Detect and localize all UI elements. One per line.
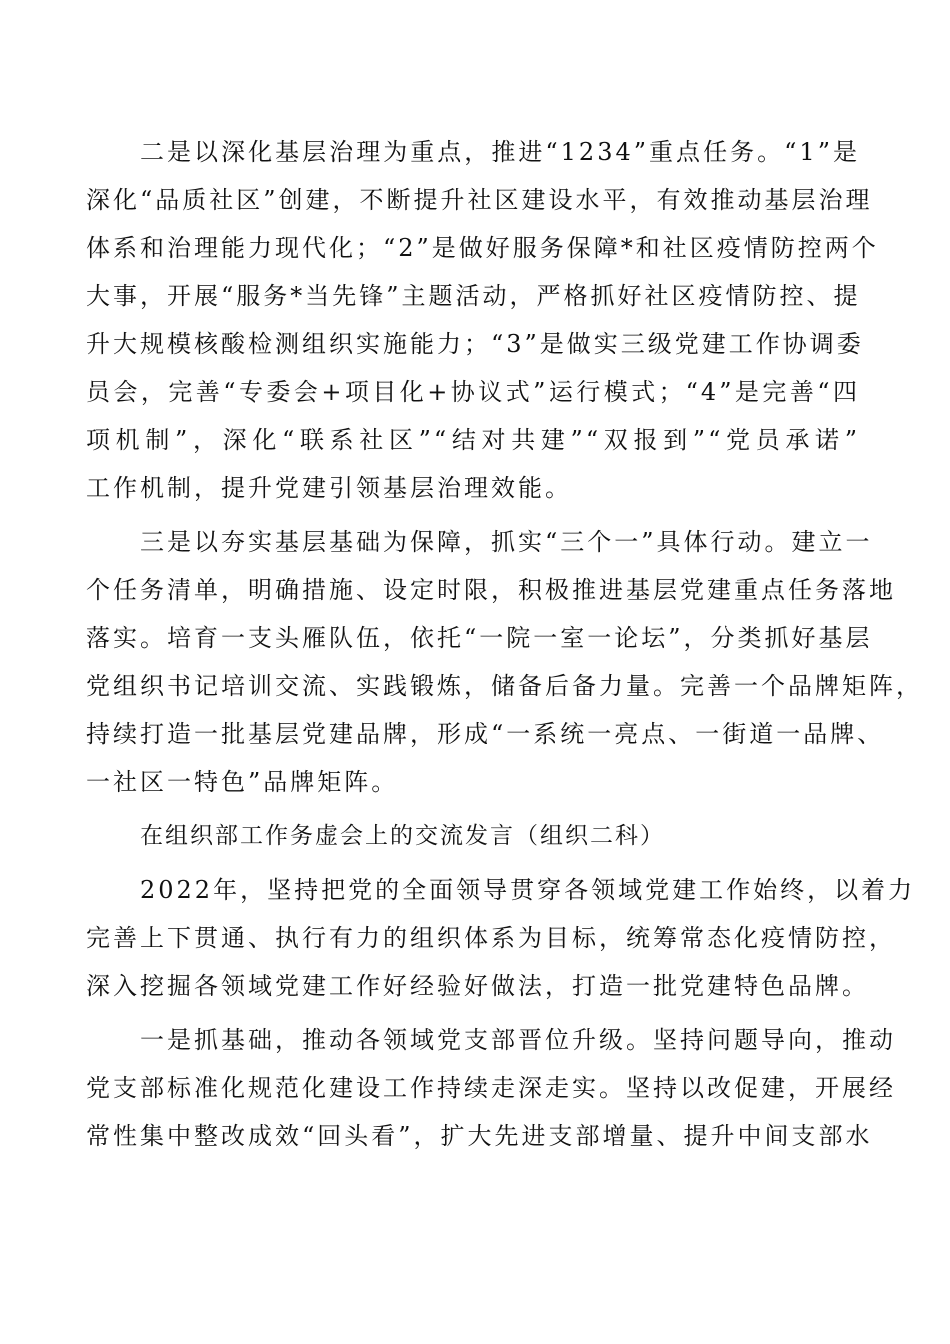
- paragraph-2022-overview-line-2: 完善上下贯通、执行有力的组织体系为目标，统筹常态化疫情防控，: [86, 924, 896, 952]
- paragraph-second-point-line-5: 升大规模核酸检测组织实施能力；“3”是做实三级党建工作协调委: [86, 330, 864, 358]
- section-title: 在组织部工作务虚会上的交流发言（组织二科）: [140, 823, 665, 849]
- paragraph-2022-overview-line-3: 深入挖掘各领域党建工作好经验好做法，打造一批党建特色品牌。: [86, 972, 869, 1000]
- paragraph-first-point-line-3: 常性集中整改成效“回头看”，扩大先进支部增量、提升中间支部水: [86, 1122, 873, 1150]
- paragraph-second-point-line-8: 工作机制，提升党建引领基层治理效能。: [86, 474, 572, 502]
- paragraph-second-point-line-4: 大事，开展“服务*当先锋”主题活动，严格抓好社区疫情防控、提: [86, 282, 861, 310]
- paragraph-2022-overview-line-1: 2022年，坚持把党的全面领导贯穿各领域党建工作始终，以着力: [140, 876, 916, 904]
- paragraph-second-point-line-2: 深化“品质社区”创建，不断提升社区建设水平，有效推动基层治理: [86, 186, 873, 214]
- paragraph-first-point-line-2: 党支部标准化规范化建设工作持续走深走实。坚持以改促建，开展经: [86, 1074, 896, 1102]
- paragraph-second-point-line-3: 体系和治理能力现代化；“2”是做好服务保障*和社区疫情防控两个: [86, 234, 879, 262]
- paragraph-third-point-line-2: 个任务清单，明确措施、设定时限，积极推进基层党建重点任务落地: [86, 576, 896, 604]
- paragraph-third-point-line-5: 持续打造一批基层党建品牌，形成“一系统一亮点、一街道一品牌、: [86, 720, 885, 748]
- paragraph-second-point-line-1: 二是以深化基层治理为重点，推进“1234”重点任务。“1”是: [140, 138, 860, 166]
- paragraph-third-point-line-3: 落实。培育一支头雁队伍，依托“一院一室一论坛”，分类抓好基层: [86, 624, 873, 652]
- paragraph-third-point-line-1: 三是以夯实基层基础为保障，抓实“三个一”具体行动。建立一: [140, 528, 873, 556]
- paragraph-third-point-line-6: 一社区一特色”品牌矩阵。: [86, 768, 399, 796]
- paragraph-first-point-line-1: 一是抓基础，推动各领域党支部晋位升级。坚持问题导向，推动: [140, 1026, 896, 1054]
- paragraph-second-point-line-7: 项机制”，深化“联系社区”“结对共建”“双报到”“党员承诺”: [86, 426, 860, 454]
- paragraph-third-point-line-4: 党组织书记培训交流、实践锻炼，储备后备力量。完善一个品牌矩阵，: [86, 672, 923, 700]
- paragraph-second-point-line-6: 员会，完善“专委会+项目化+协议式”运行模式；“4”是完善“四: [86, 378, 860, 406]
